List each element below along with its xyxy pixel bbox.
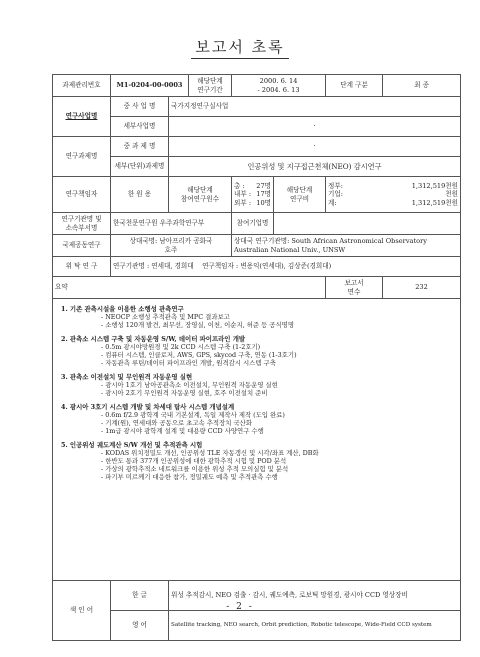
stage-value: 최 종 [383,75,461,97]
row-org [53,213,461,235]
internal-value: 17명 [256,190,272,199]
consign-value [111,257,461,277]
summary-section-item: - KODAS 위치정밀도 개선, 인공위성 TLE 자동갱신 및 시각/좌표 계산, DB화 [101,449,319,457]
task-unit-value: 인공위성 및 지구접근천체(NEO) 감시연구 [169,157,461,177]
keywords-en-value: Satellite tracking, NEO search, Orbit prediction, Robotic telescope, Wide-Field CCD system [169,611,461,641]
detail-project-dot: · [313,122,316,131]
main-project-label: 중 사 업 명 [111,97,169,117]
partner-value [274,213,461,235]
summary-section-item: - 기계(원), 연세대와 공동으로 초고속 추적장치 국산화 [101,419,253,427]
corp-label: 기업: [328,190,343,199]
summary-section-item: - 가상의 광학추적소 네트워크를 이용한 위성 추적 모의실험 및 분석 [101,465,289,473]
row-main-project [53,97,461,117]
summary-section-item: - 컴퓨터 시스템, 인클로저, AWS, GPS, skycod 구축, 연동 (1-3호기) [101,351,297,359]
report-title [0,36,480,57]
org-label: 연구기관명 및 소속부서명 [53,213,111,235]
project-group-label: 연구사업명 [53,97,111,137]
summary-section-heading: 5. 인공위성 궤도계산 S/W 개선 및 추적관측 시험 [61,441,203,449]
summary-section-item: - 광시아 2호기 무인원격 자동운영 실현, 호주 이전설치 준비 [101,389,268,397]
partner-label: 참여기업명 [232,213,274,235]
summary-section [61,441,452,481]
summary-body [53,299,461,581]
keywords-en-label: 영 어 [111,611,169,641]
task-main-value [169,137,461,157]
summary-section [61,403,452,435]
summary-sections [61,305,452,481]
row-keywords-en [53,611,461,641]
row-task-main [53,137,461,157]
consign-org: 연구기관명 : 연세대, 경희대 [113,262,194,271]
mgmt-no-value: M1-0204-00-0003 [111,75,189,97]
task-unit-label: 세부(단위)과제명 [111,157,169,177]
task-main-label: 중 과 제 명 [111,137,169,157]
summary-section [61,305,452,329]
summary-section-item: - 소행성 120개 발견, 최무선, 장영실, 이천, 이순지, 허준 등 공식명명 [101,321,294,329]
period-label: 해당단계 연구기간 [189,75,232,97]
external-label: 외부 : [234,198,252,207]
mgmt-no-label: 과제관리번호 [53,75,111,97]
row-task-unit [53,157,461,177]
org-value: 한국천문연구원 우주과학연구부 [111,213,232,235]
researchers-label: 해당단계 참여연구원수 [169,177,232,213]
summary-section-heading: 4. 광시아 3호기 시스템 개발 및 차세대 탐사 시스템 개념설계 [61,403,235,411]
task-group-label: 연구과제명 [53,137,111,177]
budget-values [326,177,461,213]
summary-section-item: - 0.5m 광시야망원경 및 2k CCD 시스템 구축 (1-2호기) [101,343,261,351]
summary-section-item: - 파기부 미르께기 대응한 참가, 정밀궤도 예측 및 추적관측 수행 [101,473,278,481]
sum-label: 계: [328,198,337,207]
summary-section [61,335,452,367]
total-label: 총 : [234,182,245,191]
row-intl [53,235,461,257]
gov-label: 정부: [328,182,343,191]
report-title-text: 보고서 초록 [191,38,288,59]
summary-section-heading: 2. 관측소 시스템 구축 및 자동운영 S/W, 데이터 파이프라인 개발 [61,335,246,343]
total-value: 27명 [256,182,272,191]
row-people [53,177,461,213]
external-value: 10명 [256,198,272,207]
leader-value: 한 원 용 [111,177,169,213]
intl-label: 국제공동연구 [53,235,111,257]
abstract-table [52,74,461,641]
row-summary-body [53,299,461,581]
detail-project-label: 세부사업명 [111,117,169,137]
summary-section-item: - 0.6m f/2.9 광학계 국내 기본설계, 독일 제작사 제작 (도입 완료) [101,411,285,419]
row-summary-header [53,277,461,299]
stage-label: 단계 구분 [326,75,383,97]
summary-section-item: - 광시아 1호기 남아공관측소 이전설치, 무인원격 자동운영 실현 [101,381,278,389]
keywords-label: 색 인 어 [53,581,111,641]
summary-section-heading: 3. 관측소 이전설치 및 무인원격 자동운영 실현 [61,373,193,381]
main-project-value: 국가지정연구실사업 [169,97,461,117]
row-header [53,75,461,97]
period-value: 2000. 6. 14 - 2004. 6. 13 [232,75,326,97]
pages-label: 보고서 면수 [326,277,383,299]
summary-section-item: - NEOCP 소행성 추적관측 및 MPC 결과보고 [101,313,230,321]
intl-partner: 상대국명: 남아프리카 공화국 호주 [111,235,232,257]
researchers-counts [232,177,274,213]
internal-label: 내부 : [234,190,252,199]
summary-section-item: - 1m급 광시야 광학계 설계 및 대용량 CCD 사양연구 수행 [101,427,264,435]
summary-section [61,373,452,397]
summary-section-heading: 1. 기존 관측시설을 이용한 소행성 관측연구 [61,305,184,313]
budget-label: 해당단계 연구비 [274,177,326,213]
detail-project-value [169,117,461,137]
summary-label: 요약 [53,277,326,299]
keywords-ko-value: 위성 추적감시, NEO 검출 · 감시, 궤도예측, 로보틱 망원경, 광시야 CCD 영상장비 [169,581,461,611]
gov-value: 1,312,519천원 [411,182,459,191]
task-main-dot: · [313,142,316,151]
corp-value: 천원 [445,190,459,199]
keywords-ko-label: 한 글 [111,581,169,611]
consign-leader: 연구책임자 : 변용익(연세대), 김상준(경희대) [202,262,332,271]
pages-value: 232 [383,277,461,299]
summary-section-item: - 자동관측 루틴/데이터 파이프라인 개발, 원격감시 시스템 구축 [101,359,276,367]
leader-label: 연구책임자 [53,177,111,213]
row-detail-project [53,117,461,137]
page-number: - 2 - [226,602,254,612]
sum-value: 1,312,519천원 [411,198,459,207]
summary-section-item: - 한반도 통과 377개 인공위성에 대한 광학추적 시험 및 POD 분석 [101,457,287,465]
row-consign [53,257,461,277]
intl-partner-org: 상대국 연구기관명: South African Astronomical Observatory Australian National Univ., UNSW [232,235,461,257]
consign-label: 위 탁 연 구 [53,257,111,277]
